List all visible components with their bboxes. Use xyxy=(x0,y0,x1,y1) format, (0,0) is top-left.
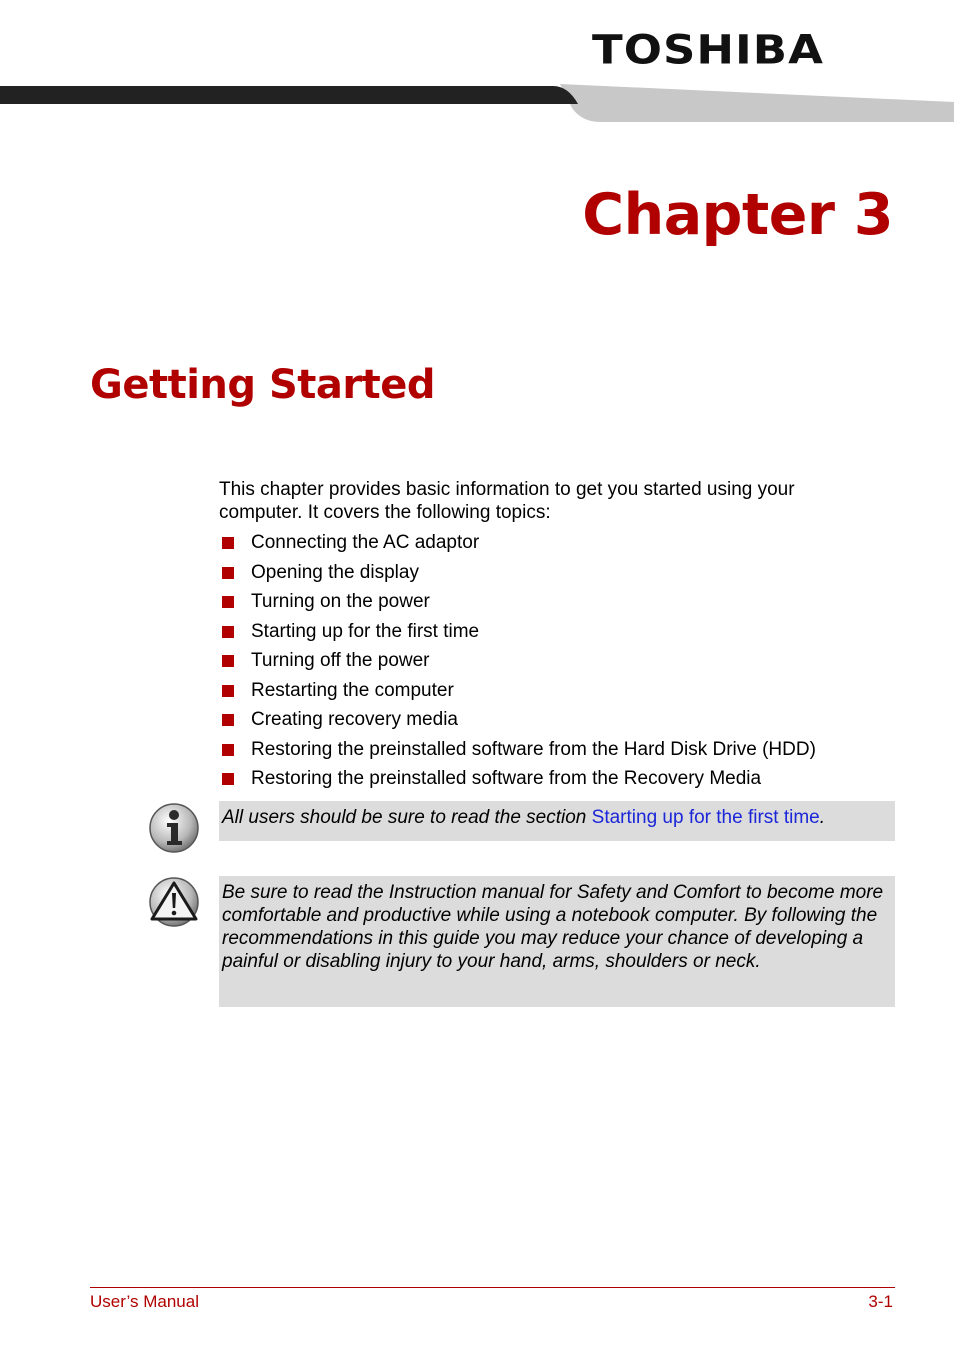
bullet-square-icon xyxy=(222,567,234,579)
starting-up-link[interactable]: Starting up for the first time xyxy=(591,807,820,828)
list-item-text: Creating recovery media xyxy=(251,709,458,730)
list-item-text: Restoring the preinstalled software from the Hard Disk Drive (HDD) xyxy=(251,738,816,760)
intro-paragraph: This chapter provides basic information to get you started using your computer. It covers the following topics: xyxy=(219,479,795,523)
list-item xyxy=(219,587,919,617)
list-item xyxy=(219,676,919,706)
bullet-square-icon xyxy=(222,626,234,638)
info-icon xyxy=(147,801,201,855)
list-item xyxy=(219,705,919,735)
list-item-text: Restarting the computer xyxy=(251,679,454,701)
section-title: Getting Started xyxy=(90,362,435,408)
list-item xyxy=(219,617,919,647)
topic-list xyxy=(219,528,919,794)
list-item xyxy=(219,558,919,588)
warning-icon xyxy=(147,875,201,929)
list-item-text: Turning on the power xyxy=(251,591,430,612)
list-item-text: Turning off the power xyxy=(251,650,430,671)
caution-note-text: Be sure to read the Instruction manual for Safety and Comfort to become more comfortable and productive while using a notebook computer. By following the recommendations in this guide you may reduce your chance of developing a painful or disabling injury to your hand, arms, shoulders or neck. xyxy=(222,882,884,972)
list-item xyxy=(219,646,919,676)
bullet-square-icon xyxy=(222,744,234,756)
bullet-square-icon xyxy=(222,714,234,726)
caution-note xyxy=(219,876,895,1007)
header-band xyxy=(0,84,954,124)
bullet-square-icon xyxy=(222,655,234,667)
list-item-text: Opening the display xyxy=(251,561,419,583)
list-item xyxy=(219,528,919,558)
chapter-title: Chapter 3 xyxy=(582,182,893,248)
list-item xyxy=(219,735,919,765)
list-item-text: Restoring the preinstalled software from the Recovery Media xyxy=(251,768,762,789)
bullet-square-icon xyxy=(222,685,234,697)
header-band-dark xyxy=(0,86,578,104)
list-item-text: Connecting the AC adaptor xyxy=(251,532,480,553)
page-number: 3-1 xyxy=(868,1292,893,1311)
info-note xyxy=(219,801,895,841)
footer-manual-title: User’s Manual xyxy=(90,1292,199,1311)
toshiba-logo: TOSHIBA xyxy=(592,25,824,74)
bullet-square-icon xyxy=(222,537,234,549)
header-band-light xyxy=(560,84,954,122)
bullet-square-icon xyxy=(222,773,234,785)
info-note-text-end: . xyxy=(819,807,826,828)
list-item xyxy=(219,764,919,794)
info-note-text: All users should be sure to read the section xyxy=(222,807,592,828)
list-item-text: Starting up for the first time xyxy=(251,620,480,642)
footer-divider xyxy=(90,1287,895,1288)
bullet-square-icon xyxy=(222,596,234,608)
